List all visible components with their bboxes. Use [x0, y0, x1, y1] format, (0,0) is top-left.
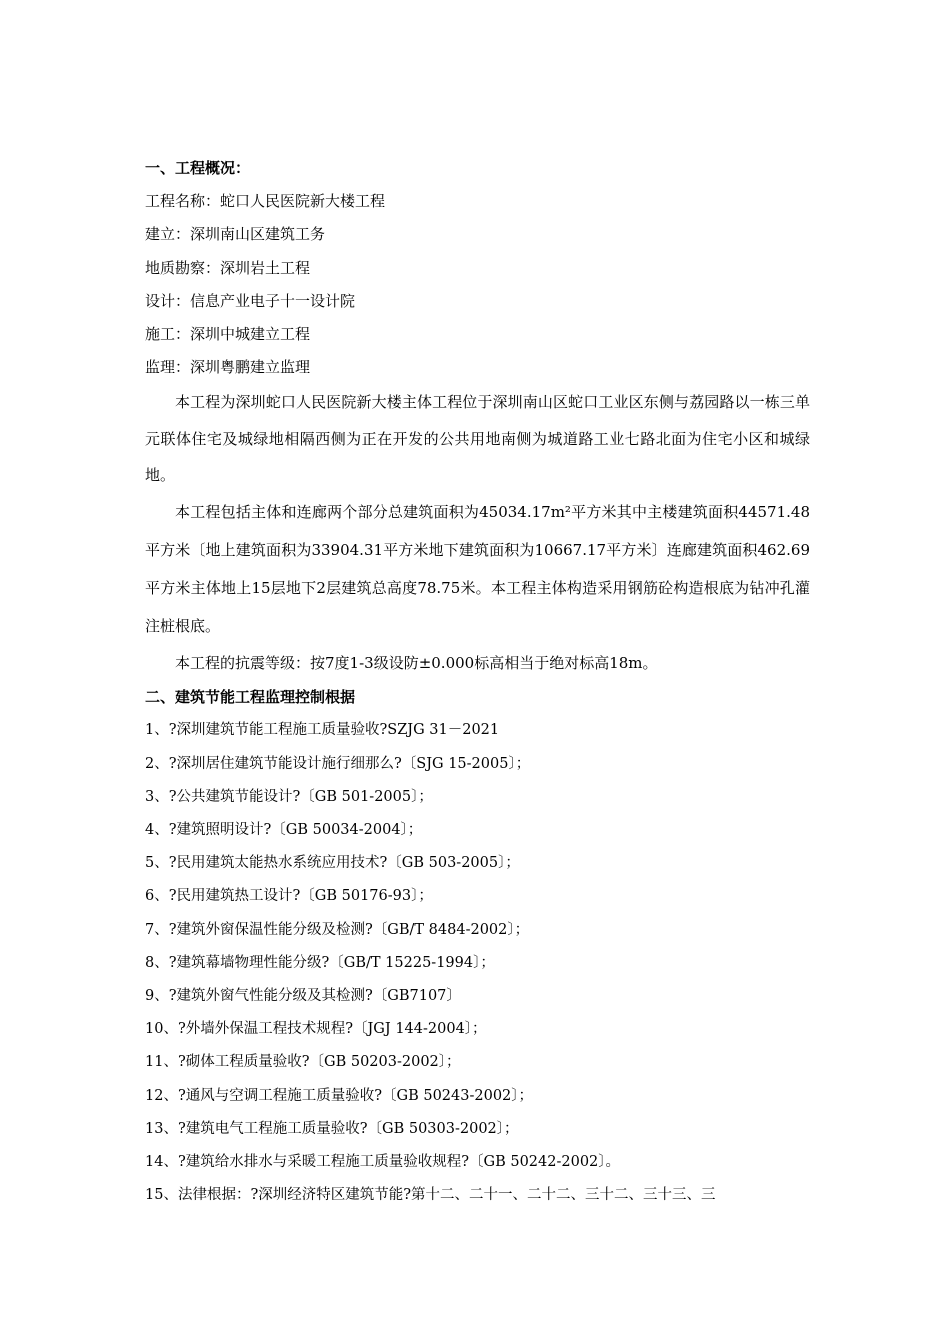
basis-list-item: 8、?建筑幕墙物理性能分级?〔GB/T 15225-1994〕；: [145, 954, 495, 971]
basis-list-item: 4、?建筑照明设计?〔GB 50034-2004〕；: [145, 822, 423, 839]
basis-list-item: 11、?砌体工程质量验收?〔GB 50203-2002〕；: [145, 1054, 461, 1071]
project-name-line: 工程名称：蛇口人民医院新大楼工程: [145, 192, 386, 211]
geological-survey-line: 地质勘察：深圳岩土工程: [145, 258, 311, 277]
seismic-paragraph: 本工程的抗震等级：按7度1-3级设防±0.000标高相当于绝对标高18m。: [175, 654, 658, 673]
basis-list-item: 13、?建筑电气工程施工质量验收?〔GB 50303-2002〕；: [145, 1120, 519, 1137]
document-body: [145, 152, 810, 1212]
basis-list-item: 9、?建筑外窗气性能分级及其检测?〔GB7107〕: [145, 988, 461, 1005]
construction-line: 施工：深圳中城建立工程: [145, 325, 311, 344]
developer-line: 建立：深圳南山区建筑工务: [145, 225, 326, 244]
supervision-line: 监理：深圳粤鹏建立监理: [145, 358, 311, 377]
basis-list-item: 5、?民用建筑太能热水系统应用技术?〔GB 503-2005〕；: [145, 855, 520, 872]
basis-list-item: 15、法律根据：?深圳经济特区建筑节能?第十二、二十一、二十二、三十二、三十三、三: [145, 1187, 716, 1204]
basis-list-item: 6、?民用建筑热工设计?〔GB 50176-93〕；: [145, 888, 433, 905]
basis-list-item: 3、?公共建筑节能设计?〔GB 501-2005〕；: [145, 788, 433, 805]
basis-list-item: 14、?建筑给水排水与采暖工程施工质量验收规程?〔GB 50242-2002〕。: [145, 1154, 621, 1171]
design-line: 设计：信息产业电子十一设计院: [145, 291, 356, 310]
section-heading-overview: 一、工程概况：: [145, 159, 251, 177]
basis-list-item: 1、?深圳建筑节能工程施工质量验收?SZJG 31－2021: [145, 722, 500, 739]
basis-list-item: 10、?外墙外保温工程技术规程?〔JGJ 144-2004〕；: [145, 1021, 487, 1038]
area-paragraph: 本工程包括主体和连廊两个部分总建筑面积为45034.17m²平方米其中主楼建筑面积44571.48平方米〔地上建筑面积为33904.31平方米地下建筑面积为10667.17平方米〕连廊建筑面积462.69平方米主体地上15层地下2层建筑总高度78.75米。本工程主体构造采用钢筋砼构造根底为钻冲孔灌注桩根底。: [145, 503, 810, 636]
basis-list-item: 12、?通风与空调工程施工质量验收?〔GB 50243-2002〕；: [145, 1087, 534, 1104]
basis-list-item: 2、?深圳居住建筑节能设计施行细那么?〔SJG 15-2005〕；: [145, 755, 531, 772]
location-paragraph: 本工程为深圳蛇口人民医院新大楼主体工程位于深圳南山区蛇口工业区东侧与荔园路以一栋三单元联体住宅及城绿地相隔西侧为正在开发的公共用地南侧为城道路工业七路北面为住宅小区和城绿地。: [145, 393, 810, 484]
section-heading-basis: 二、建筑节能工程监理控制根据: [145, 688, 356, 707]
basis-list-item: 7、?建筑外窗保温性能分级及检测?〔GB/T 8484-2002〕；: [145, 921, 530, 938]
